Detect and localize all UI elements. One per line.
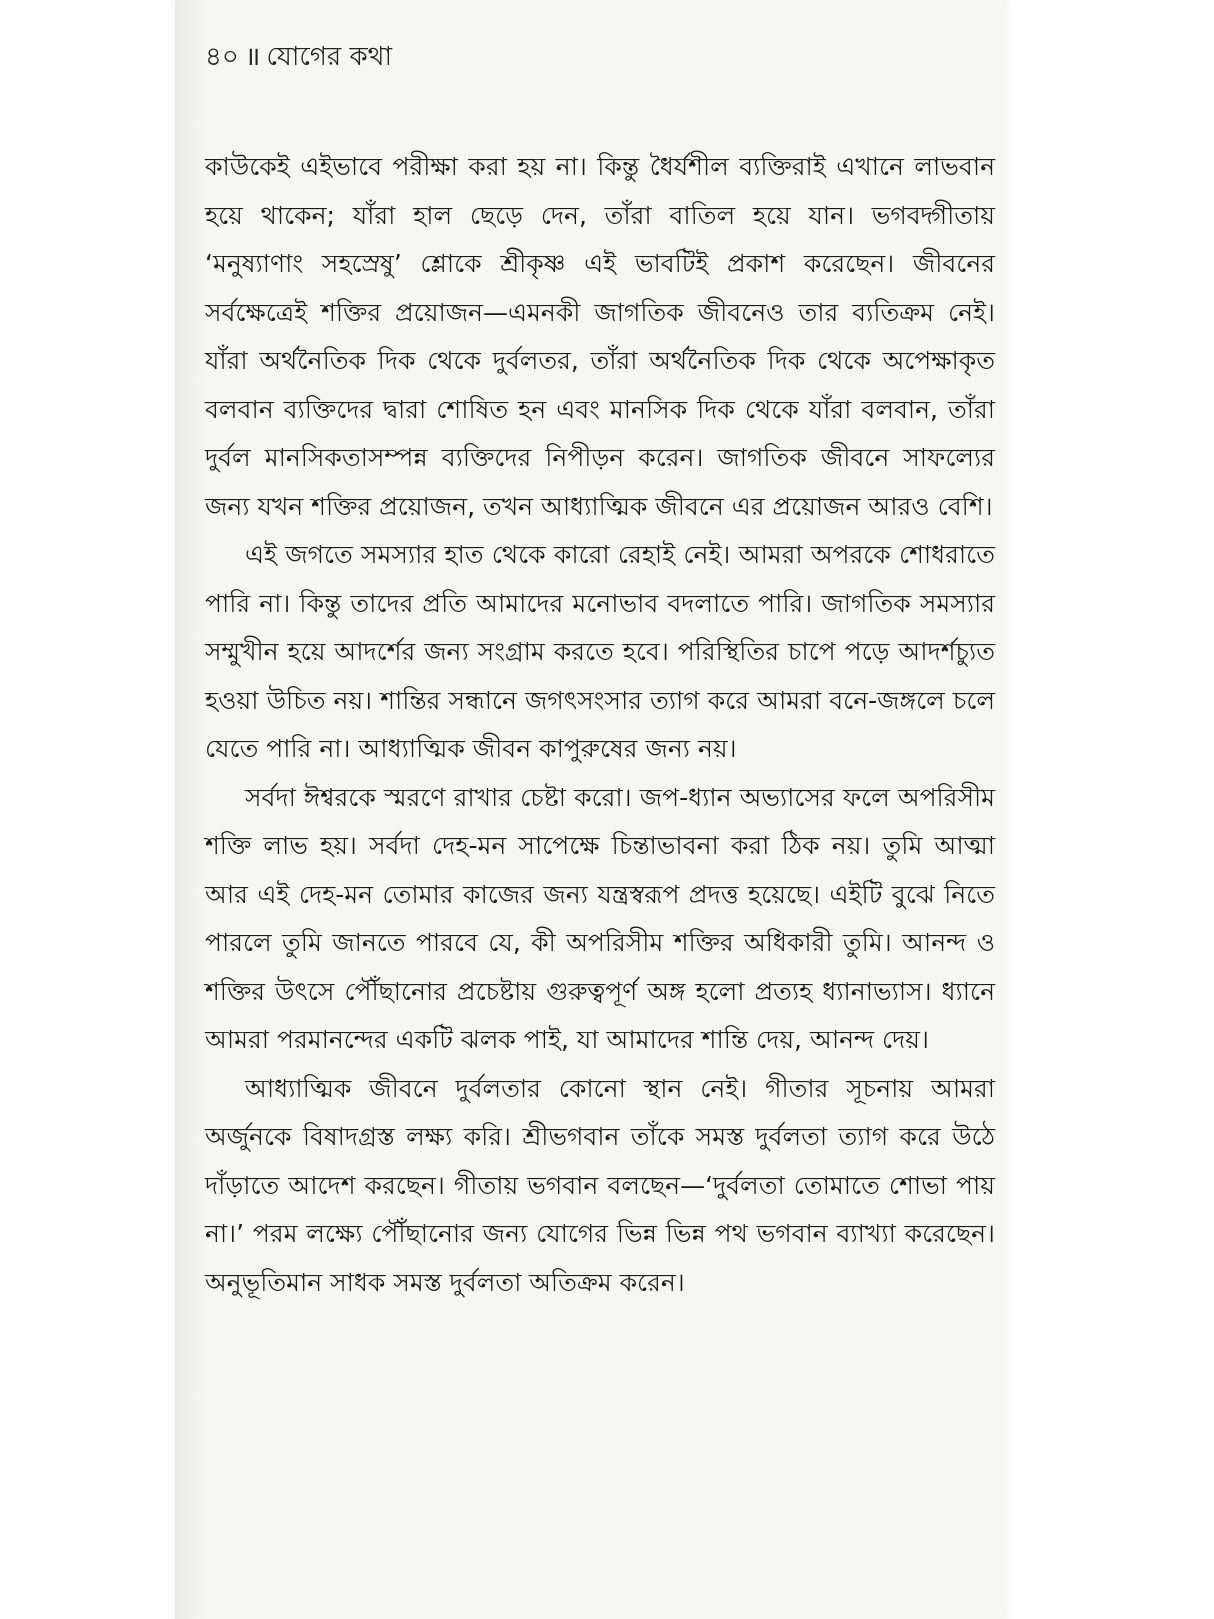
paragraph-2: এই জগতে সমস্যার হাত থেকে কারো রেহাই নেই। আমরা অপরকে শোধরাতে পারি না। কিন্তু তাদের প্রতি আমাদের মনোভাব বদলাতে পারি। জাগতিক সমস্যার সম্মুখীন হয়ে আদর্শের জন্য সংগ্রাম করতে হবে। পরিস্থিতির চাপে পড়ে আদর্শচ্যুত হওয়া উচিত নয়। শান্তির সন্ধানে জগৎসংসার ত্যাগ করে আমরা বনে-জঙ্গলে চলে যেতে পারি না। আধ্যাত্মিক জীবন কাপুরুষের জন্য নয়। <box>205 540 995 763</box>
paragraph-4: আধ্যাত্মিক জীবনে দুর্বলতার কোনো স্থান নেই। গীতার সূচনায় আমরা অর্জুনকে বিষাদগ্রস্ত লক্ষ্য করি। শ্রীভগবান তাঁকে সমস্ত দুর্বলতা ত্যাগ করে উঠে দাঁড়াতে আদেশ করছেন। গীতায় ভগবান বলছেন—‘দুর্বলতা তোমাতে শোভা পায় না।’ পরম লক্ষ্যে পৌঁছানোর জন্য যোগের ভিন্ন ভিন্ন পথ ভগবান ব্যাখ্যা করেছেন। অনুভূতিমান সাধক সমস্ত দুর্বলতা অতিক্রম করেন। <box>205 1073 995 1297</box>
running-head <box>205 36 392 80</box>
book-title: যোগের কথা <box>266 42 393 72</box>
body-text <box>205 143 995 1307</box>
header-separator: ॥ <box>244 42 261 72</box>
book-page <box>175 0 1007 1619</box>
paragraph-3: সর্বদা ঈশ্বরকে স্মরণে রাখার চেষ্টা করো। জপ-ধ্যান অভ্যাসের ফলে অপরিসীম শক্তি লাভ হয়। সর্বদা দেহ-মন সাপেক্ষে চিন্তাভাবনা করা ঠিক নয়। তুমি আত্মা আর এই দেহ-মন তোমার কাজের জন্য যন্ত্রস্বরূপ প্রদত্ত হয়েছে। এইটি বুঝে নিতে পারলে তুমি জানতে পারবে যে, কী অপরিসীম শক্তির অধিকারী তুমি। আনন্দ ও শক্তির উৎসে পৌঁছানোর প্রচেষ্টায় গুরুত্বপূর্ণ অঙ্গ হলো প্রত্যহ ধ্যানাভ্যাস। ধ্যানে আমরা পরমানন্দের একটি ঝলক পাই, যা আমাদের শান্তি দেয়, আনন্দ দেয়। <box>205 782 995 1054</box>
page-number: ৪০ <box>205 42 239 72</box>
paragraph-1: কাউকেই এইভাবে পরীক্ষা করা হয় না। কিন্তু ধৈর্যশীল ব্যক্তিরাই এখানে লাভবান হয়ে থাকেন; যাঁরা হাল ছেড়ে দেন, তাঁরা বাতিল হয়ে যান। ভগবদ্গীতায় ‘মনুষ্যাণাং সহস্রেষু’ শ্লোকে শ্রীকৃষ্ণ এই ভাবটিই প্রকাশ করেছেন। জীবনের সর্বক্ষেত্রেই শক্তির প্রয়োজন—এমনকী জাগতিক জীবনেও তার ব্যতিক্রম নেই। যাঁরা অর্থনৈতিক দিক থেকে দুর্বলতর, তাঁরা অর্থনৈতিক দিক থেকে অপেক্ষাকৃত বলবান ব্যক্তিদের দ্বারা শোষিত হন এবং মানসিক দিক থেকে যাঁরা বলবান, তাঁরা দুর্বল মানসিকতাসম্পন্ন ব্যক্তিদের নিপীড়ন করেন। জাগতিক জীবনে সাফল্যের জন্য যখন শক্তির প্রয়োজন, তখন আধ্যাত্মিক জীবনে এর প্রয়োজন আরও বেশি। <box>205 152 995 521</box>
